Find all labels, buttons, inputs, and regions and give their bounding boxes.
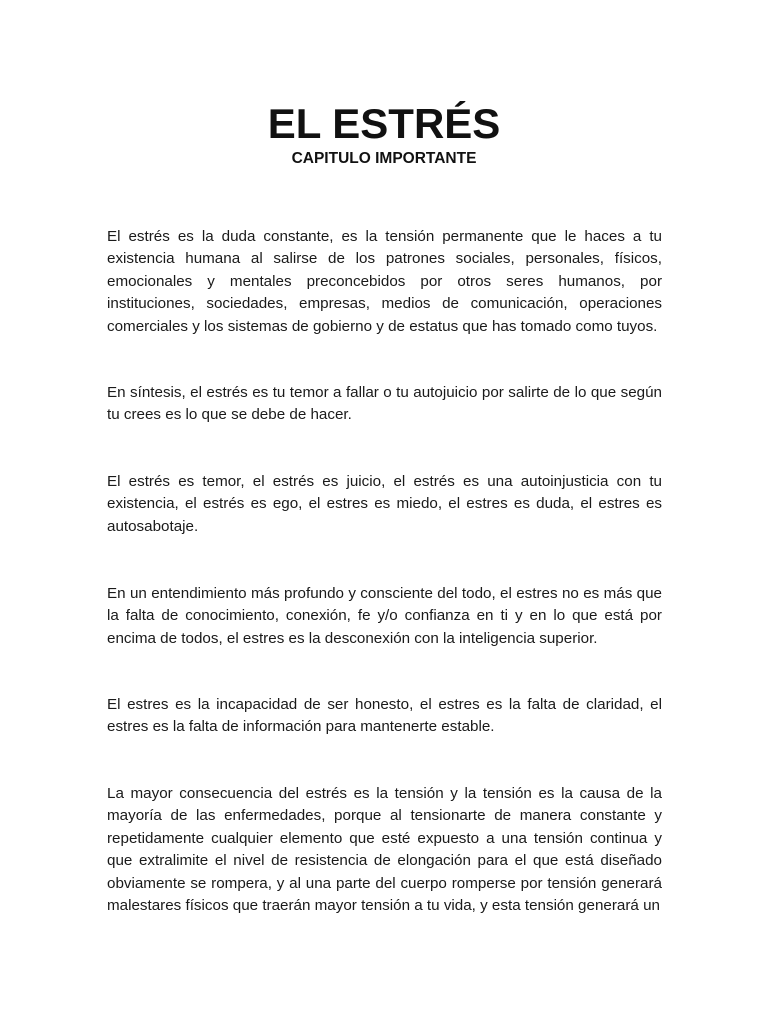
document-title: EL ESTRÉS <box>267 100 501 147</box>
paragraph-6: La mayor consecuencia del estrés es la tensión y la tensión es la causa de la mayoría de las enfermedades, porque al tensionarte de manera constante y repetidamente cualquier elemento que esté expuesto a una tensión continua y que extralimite el nivel de resistencia de elongación para el que está diseñado obviamente se rompera, y al una parte del cuerpo romperse por tensión generará malestares físicos que traerán mayor tensión a tu vida, y esta tensión generará un <box>107 785 662 915</box>
paragraph-5: El estres es la incapacidad de ser honesto, el estres es la falta de claridad, el estres es la falta de información para mantenerte estable. <box>107 696 662 736</box>
paragraph-3: El estrés es temor, el estrés es juicio, el estrés es una autoinjusticia con tu existencia, el estrés es ego, el estres es miedo, el estres es duda, el estres es autosabotaje. <box>107 473 662 535</box>
paragraph-1: El estrés es la duda constante, es la tensión permanente que le haces a tu existencia humana al salirse de los patrones sociales, personales, físicos, emocionales y mentales preconcebidos por otros seres humanos, por instituciones, sociedades, empresas, medios de comunicación, operaciones comerciales y los sistemas de gobierno y de estatus que has tomado como tuyos. <box>107 228 662 335</box>
paragraph-2: En síntesis, el estrés es tu temor a fallar o tu autojuicio por salirte de lo que según tu crees es lo que se debe de hacer. <box>107 384 662 424</box>
paragraph-4: En un entendimiento más profundo y consciente del todo, el estres no es más que la falta de conocimiento, conexión, fe y/o confianza en ti y en lo que está por encima de todos, el estres es la desconexión con la inteligencia superior. <box>107 585 662 647</box>
document-subtitle: CAPITULO IMPORTANTE <box>291 150 477 167</box>
